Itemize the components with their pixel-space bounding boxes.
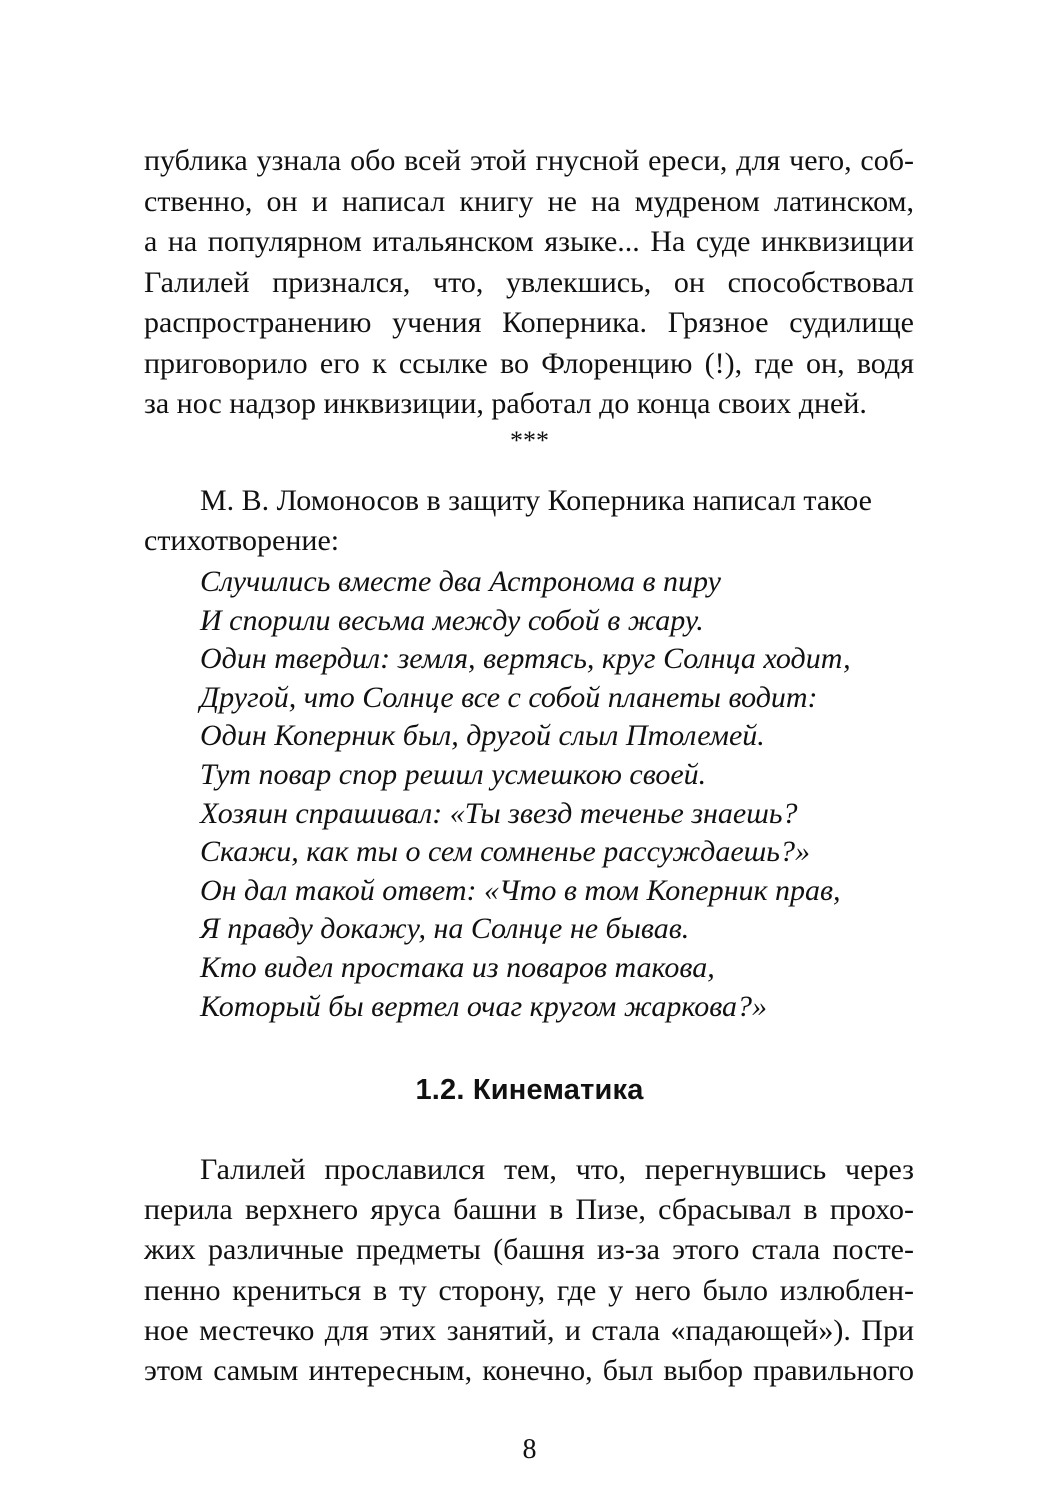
section-separator: *** — [510, 426, 549, 455]
paragraph-line: перила верхнего яруса башни в Пизе, сбрасывал в прохо- — [144, 1193, 914, 1227]
intro-line: М. В. Ломоносов в защиту Коперника написал такое — [200, 484, 872, 517]
top-paragraph — [144, 141, 914, 425]
intro-line: стихотворение: — [144, 524, 340, 557]
section-heading: 1.2. Кинематика — [415, 1074, 644, 1106]
paragraph-line: пенно крениться в ту сторону, где у него было излюблен- — [144, 1273, 914, 1307]
paragraph-line: за нос надзор инквизиции, работал до конца своих дней. — [144, 387, 867, 420]
poem-verse: Один твердил: земля, вертясь, круг Солнца ходит, — [200, 642, 851, 676]
poem-intro — [144, 481, 914, 561]
poem-verse: Один Коперник был, другой слыл Птолемей. — [200, 719, 765, 753]
paragraph-line: приговорило его к ссылке во Флоренцию (!), где он, водя — [144, 346, 914, 380]
paragraph-line: Галилей прославился тем, что, перегнувшись через — [200, 1153, 914, 1186]
poem-verse: Кто видел простака из поваров такова, — [200, 950, 715, 984]
poem-verse: Он дал такой ответ: «Что в том Коперник прав, — [200, 873, 841, 907]
paragraph-line: публика узнала обо всей этой гнусной ереси, для чего, соб- — [144, 144, 914, 177]
paragraph-line: ственно, он и написал книгу не на мудреном латинском, — [144, 184, 914, 218]
paragraph-line: распространению учения Коперника. Грязное судилище — [144, 306, 914, 339]
poem-verse: Другой, что Солнце все с собой планеты водит: — [200, 680, 818, 714]
poem-verse: Который бы вертел очаг кругом жаркова?» — [200, 989, 768, 1023]
poem-verse: И спорили весьма между собой в жару. — [200, 603, 704, 637]
poem — [200, 563, 851, 1026]
poem-verse: Скажи, как ты о сем сомненье рассуждаешь?» — [200, 835, 810, 869]
paragraph-line: этом самым интересным, конечно, был выбор правильного — [144, 1353, 914, 1387]
paragraph-line: а на популярном итальянском языке... На суде инквизиции — [144, 225, 914, 258]
poem-verse: Тут повар спор решил усмешкою своей. — [200, 757, 707, 791]
poem-verse: Я правду докажу, на Солнце не бывав. — [200, 912, 690, 946]
paragraph-line: ное местечко для этих занятий, и стала «падающей»). При — [144, 1313, 914, 1347]
poem-verse: Хозяин спрашивал: «Ты звезд теченье знаешь? — [200, 796, 798, 830]
bottom-paragraph — [144, 1150, 914, 1391]
page-number: 8 — [522, 1434, 537, 1465]
paragraph-line: жих различные предметы (башня из-за этого стала посте- — [144, 1233, 914, 1267]
poem-verse: Случились вместе два Астронома в пиру — [200, 565, 721, 598]
paragraph-line: Галилей признался, что, увлекшись, он способствовал — [144, 265, 914, 299]
